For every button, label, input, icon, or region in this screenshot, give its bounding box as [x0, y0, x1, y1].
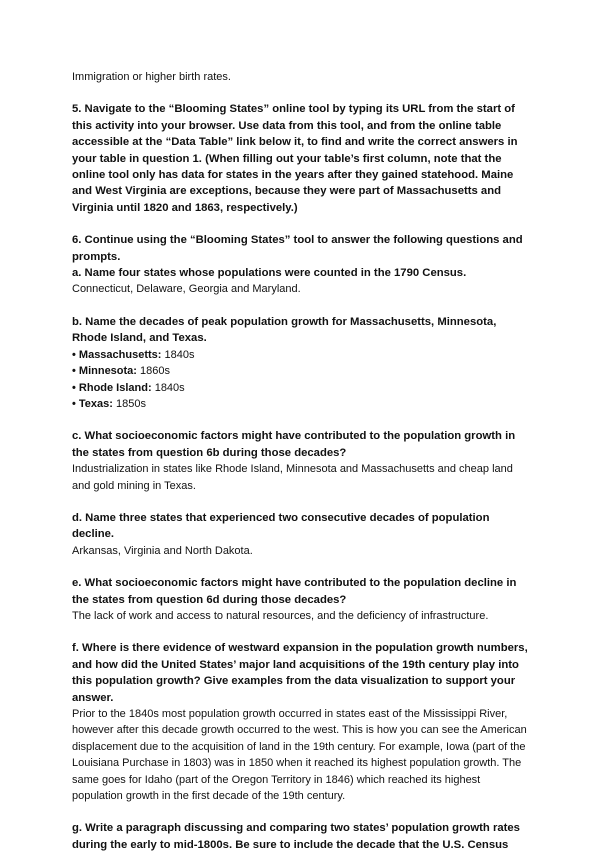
question-6d: d. Name three states that experienced two consecutive decades of population decline.: [72, 511, 490, 541]
spacer: [72, 298, 534, 314]
question-6g: g. Write a paragraph discussing and comparing two states’ population growth rates during the early to mid-1800s. Be sure to include the decade that the U.S. Census: [72, 822, 520, 851]
list-item-value: 1840s: [151, 381, 185, 394]
list-item-label: • Rhode Island:: [72, 381, 152, 394]
list-item-label: • Massachusetts:: [72, 348, 162, 361]
question-6e: e. What socioeconomic factors might have contributed to the population decline in the states from question 6d during those decades?: [72, 577, 517, 606]
spacer: [72, 804, 534, 820]
spacer: [72, 85, 534, 101]
question-6: 6. Continue using the “Blooming States” tool to answer the following questions and prompts.: [72, 234, 523, 263]
list-item: [72, 380, 534, 396]
question-6b: b. Name the decades of peak population growth for Massachusetts, Minnesota, Rhode Island, and Texas.: [72, 315, 497, 345]
spacer: [72, 624, 534, 640]
list-item-label: • Texas:: [72, 397, 113, 410]
answer-6e: The lack of work and access to natural resources, and the deficiency of infrastructure.: [72, 609, 489, 622]
answer-6b-list: [72, 347, 534, 413]
document-page: [72, 69, 534, 853]
question-6a: a. Name four states whose populations were counted in the 1790 Census.: [72, 267, 467, 280]
answer-6a: Connecticut, Delaware, Georgia and Maryland.: [72, 283, 301, 296]
list-item-value: 1860s: [136, 365, 170, 378]
spacer: [72, 412, 534, 428]
question-6f: f. Where is there evidence of westward expansion in the population growth numbers, and how did the United States’ major land acquisitions of the 19th century play into this population growth? Give examples from the data visualization to support your answer.: [72, 642, 528, 704]
question-6c: c. What socioeconomic factors might have contributed to the population growth in the states from question 6b during those decades?: [72, 430, 516, 459]
list-item-value: 1840s: [161, 348, 195, 361]
answer-6d: Arkansas, Virginia and North Dakota.: [72, 544, 253, 557]
question-5: 5. Navigate to the “Blooming States” online tool by typing its URL from the start of this activity into your browser. Use data from this tool, and from the online table accessible at the “Data Table” link below it, to find and write the correct answers in your table in question 1. (When filling out your table’s first column, note that the online tool only has data for states in the years after they gained statehood. Maine and West Virginia are exceptions, because they were part of Massachusetts and Virginia until 1820 and 1863, respectively.): [72, 103, 518, 214]
answer-6c: Industrialization in states like Rhode Island, Minnesota and Massachusetts and cheap land and gold mining in Texas.: [72, 463, 513, 492]
list-item: [72, 396, 534, 412]
spacer: [72, 559, 534, 575]
intro-tail-text: Immigration or higher birth rates.: [72, 71, 231, 83]
list-item-label: • Minnesota:: [72, 365, 137, 378]
list-item: [72, 347, 534, 363]
spacer: [72, 216, 534, 232]
list-item: [72, 363, 534, 379]
list-item-value: 1850s: [112, 397, 146, 410]
answer-6f: Prior to the 1840s most population growth occurred in states east of the Mississippi River, however after this decade growth occurred to the west. This is how you can see the American displacement due to the acquisition of land in the 19th century. For example, Iowa (part of the Louisiana Purchase in 1803) was in 1850 when it reached its highest population growth. The same goes for Idaho (part of the Oregon Territory in 1846) which reached its highest population growth in the first decade of the 19th century.: [72, 708, 527, 803]
spacer: [72, 494, 534, 510]
